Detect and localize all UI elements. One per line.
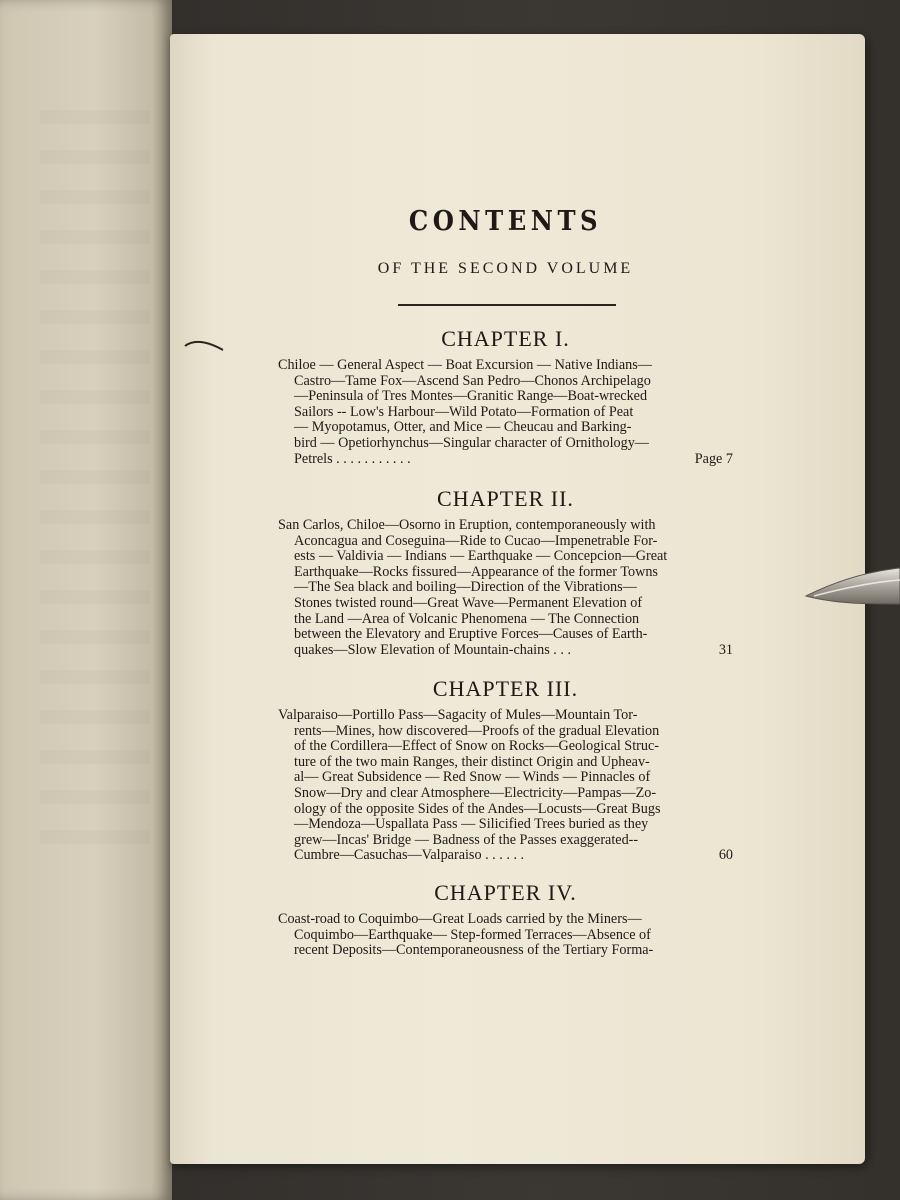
chapter-3-heading: CHAPTER III. [432,676,579,701]
chapter-3-summary [278,708,733,864]
summary-line: —Mendoza—Uspallata Pass — Silicified Trees buried as they [294,816,649,833]
show-through-print [40,110,150,870]
chapter-2-heading: CHAPTER II. [437,486,574,511]
chapter-1-summary [278,358,733,467]
summary-line: —The Sea black and boiling—Direction of the Vibrations— [294,579,637,596]
summary-line: Petrels . . . . . . . . . . . [294,450,411,467]
page-reference: 31 [718,641,733,658]
summary-line: Snow—Dry and clear Atmosphere—Electricity—Pampas—Zo- [294,784,657,801]
summary-line: quakes—Slow Elevation of Mountain-chains . . . [294,641,572,658]
summary-line: bird — Opetiorhynchus—Singular character of Ornithology— [294,434,649,451]
summary-line: Coast-road to Coquimbo—Great Loads carried by the Miners— [278,911,642,927]
chapter-4-heading: CHAPTER IV. [434,880,577,905]
summary-line: Aconcagua and Coseguina—Ride to Cucao—Impenetrable For- [294,532,658,549]
summary-line: grew—Incas' Bridge — Badness of the Passes exaggerated-- [294,831,639,848]
title-rule [398,304,616,306]
summary-line: al— Great Subsidence — Red Snow — Winds — Pinnacles of [294,769,651,786]
summary-line: Earthquake—Rocks fissured—Appearance of the former Towns [294,563,658,580]
summary-last-line [278,848,733,864]
metal-bookmark [804,560,900,626]
chapter-2-summary [278,518,733,658]
summary-last-line [278,452,733,468]
summary-last-line [278,643,733,659]
summary-line: — Myopotamus, Otter, and Mice — Cheucau and Barking- [294,419,632,436]
summary-line: the Land —Area of Volcanic Phenomena — The Connection [294,610,640,627]
page-title: CONTENTS [408,206,603,237]
summary-line: between the Elevatory and Eruptive Forces—Causes of Earth- [294,626,648,643]
page-reference: 60 [718,847,733,864]
summary-line: of the Cordillera—Effect of Snow on Rocks—Geological Struc- [294,738,659,755]
pencil-mark [183,338,225,352]
summary-line: Stones twisted round—Great Wave—Permanent Elevation of [294,594,643,611]
summary-line: Coquimbo—Earthquake— Step-formed Terraces—Absence of [294,926,651,943]
summary-line: —Peninsula of Tres Montes—Granitic Range—Boat-wrecked [294,388,648,405]
summary-line: Sailors -- Low's Harbour—Wild Potato—Formation of Peat [294,403,634,420]
summary-line: ology of the opposite Sides of the Andes—Locusts—Great Bugs [294,800,661,817]
summary-line: Valparaiso—Portillo Pass—Sagacity of Mules—Mountain Tor- [278,707,638,723]
page-subtitle: OF THE SECOND VOLUME [377,260,634,277]
summary-line: San Carlos, Chiloe—Osorno in Eruption, contemporaneously with [278,517,656,533]
page-reference: Page 7 [694,450,733,467]
contents-page [170,34,865,1164]
summary-line: Castro—Tame Fox—Ascend San Pedro—Chonos Archipelago [294,372,651,389]
facing-left-page [0,0,172,1200]
chapter-1-heading: CHAPTER I. [441,326,570,351]
summary-line: rents—Mines, how discovered—Proofs of the gradual Elevation [294,722,660,739]
chapter-4-summary [278,912,733,959]
summary-line: ests — Valdivia — Indians — Earthquake — Concepcion—Great [294,548,668,565]
summary-line: recent Deposits—Contemporaneousness of the Tertiary Forma- [294,942,654,959]
summary-line: Chiloe — General Aspect — Boat Excursion — Native Indians— [278,357,652,373]
summary-line: ture of the two main Ranges, their distinct Origin and Upheav- [294,753,650,770]
summary-line: Cumbre—Casuchas—Valparaiso . . . . . . [294,847,525,864]
